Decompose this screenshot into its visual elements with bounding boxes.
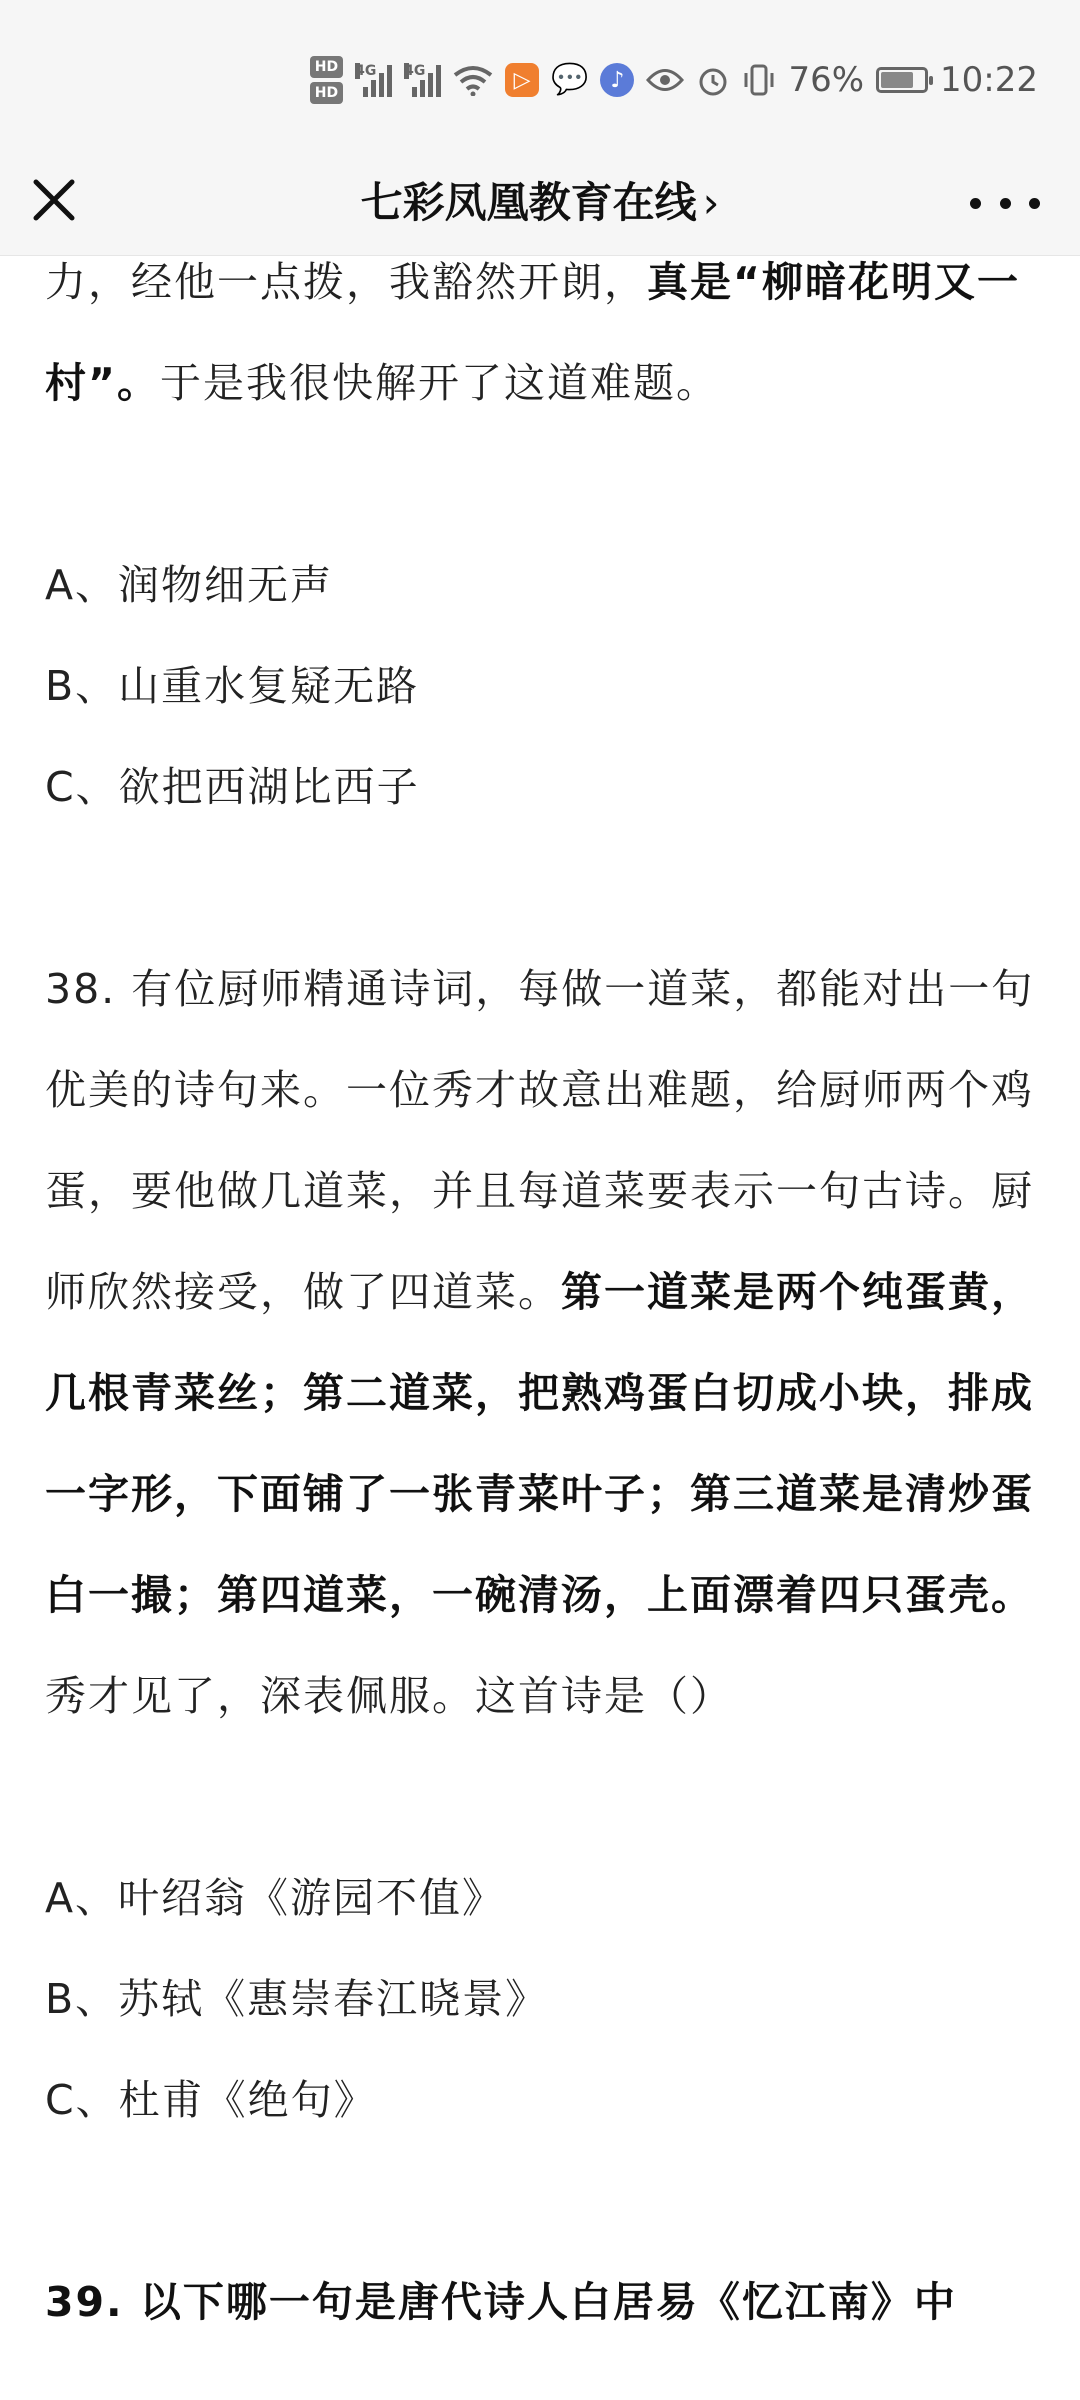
spacer	[45, 838, 1040, 939]
question-bold-text: 第一道菜是两个纯蛋黄，几根青菜丝；第二道菜，把熟鸡蛋白切成小块，排成一字形，下面铺了一张青菜叶子；第三道菜是清炒蛋白一撮；第四道菜，一碗清汤，上面漂着四只蛋壳。	[45, 1268, 1034, 1619]
signal-icon	[404, 63, 441, 97]
dot-icon	[970, 198, 981, 209]
battery-icon	[876, 67, 928, 93]
hd2-label: HD	[310, 82, 343, 104]
eye-icon	[646, 67, 684, 93]
option-b: B、苏轼《惠崇春江晓景》	[45, 1975, 549, 2023]
question-text: 秀才见了，深表佩服。这首诗是（）	[45, 1672, 733, 1720]
question-bold-text: 真是“柳暗花明又一村”。	[45, 258, 1020, 407]
music-icon: ♪	[600, 63, 634, 97]
page-title: 七彩凤凰教育在线	[360, 178, 697, 227]
dot-icon	[1029, 198, 1040, 209]
article-content	[45, 256, 1040, 2353]
status-bar	[0, 0, 1080, 150]
wechat-icon: 💬	[551, 62, 589, 97]
vibrate-icon	[742, 63, 776, 97]
chevron-right-icon: ›	[702, 178, 720, 227]
bilibili-icon: ▷	[505, 63, 539, 97]
hd-icon	[310, 56, 343, 104]
spacer	[45, 434, 1040, 535]
question-37-tail	[45, 232, 1040, 434]
question-39-partial: 39. 以下哪一句是唐代诗人白居易《忆江南》中	[45, 2278, 957, 2326]
status-icons	[310, 50, 1038, 110]
hd1-label: HD	[310, 56, 343, 78]
dot-icon	[1000, 198, 1011, 209]
wifi-icon	[453, 64, 493, 96]
question-text: 于是我很快解开了这道难题。	[159, 359, 719, 407]
question-text: 力，经他一点拨，我豁然开朗，	[45, 258, 647, 306]
signal-icon	[355, 63, 392, 97]
more-options-button[interactable]	[970, 180, 1040, 226]
battery-percent: 76%	[788, 60, 865, 100]
alarm-icon	[696, 63, 730, 97]
option-a: A、润物细无声	[45, 561, 334, 609]
spacer	[45, 2151, 1040, 2252]
question-38	[45, 939, 1040, 1747]
network-type-label: 4G	[404, 63, 426, 79]
option-c: C、欲把西湖比西子	[45, 763, 420, 811]
question-text: 38. 有位厨师精通诗词，每做一道菜，都能对出一句优美的诗句来。一位秀才故意出难题，给厨师两个鸡蛋，要他做几道菜，并且每道菜要表示一句古诗。厨师欣然接受，做了四道菜。	[45, 965, 1035, 1316]
clock-time: 10:22	[940, 60, 1038, 100]
option-c: C、杜甫《绝句》	[45, 2076, 377, 2124]
spacer	[45, 1747, 1040, 1848]
option-b: B、山重水复疑无路	[45, 662, 420, 710]
network-type-label: 4G	[355, 63, 377, 79]
option-a: A、叶绍翁《游园不值》	[45, 1874, 506, 1922]
